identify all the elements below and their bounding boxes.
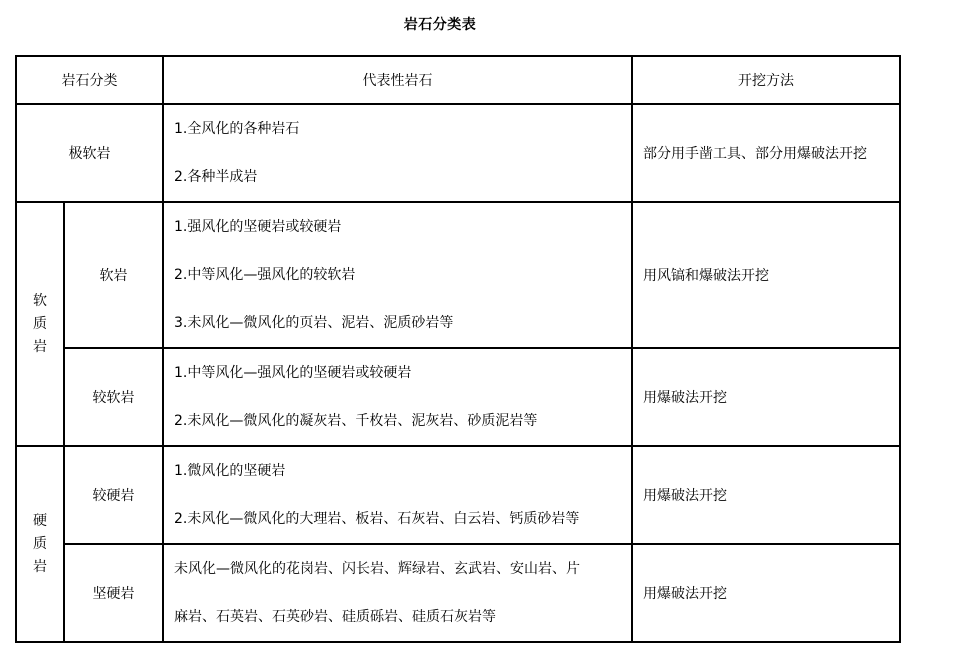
category-hard: 坚硬岩: [64, 544, 163, 642]
table-title: 岩石分类表: [403, 17, 477, 33]
category-rather-hard: 较硬岩: [64, 446, 163, 544]
method-rather-soft: 用爆破法开挖: [632, 348, 900, 446]
item-rather-soft-2: 2.未风化—微风化的凝灰岩、千枚岩、泥灰岩、砂质泥岩等: [174, 413, 538, 429]
method-rather-hard: 用爆破法开挖: [632, 446, 900, 544]
group-hard-char-2: 质: [33, 535, 47, 552]
header-category: 岩石分类: [16, 56, 163, 104]
items-extra-soft: [163, 104, 632, 202]
group-hard-char-3: 岩: [33, 558, 47, 575]
item-soft-3: 3.未风化—微风化的页岩、泥岩、泥质砂岩等: [174, 315, 454, 331]
item-extra-soft-1: 1.全风化的各种岩石: [174, 121, 300, 137]
items-rather-soft: [163, 348, 632, 446]
group-hard-char-1: 硬: [33, 512, 47, 529]
item-hard-line-2: 麻岩、石英岩、石英砂岩、硅质砾岩、硅质石灰岩等: [174, 609, 496, 625]
method-extra-soft: 部分用手凿工具、部分用爆破法开挖: [632, 104, 900, 202]
row-soft: [16, 202, 900, 348]
header-row: [16, 56, 900, 104]
row-rather-soft: [16, 348, 900, 446]
items-hard: [163, 544, 632, 642]
items-soft: [163, 202, 632, 348]
category-extra-soft: 极软岩: [16, 104, 163, 202]
category-rather-soft: 较软岩: [64, 348, 163, 446]
header-representative: 代表性岩石: [163, 56, 632, 104]
header-method: 开挖方法: [632, 56, 900, 104]
method-hard: 用爆破法开挖: [632, 544, 900, 642]
items-rather-hard: [163, 446, 632, 544]
group-label-hard: [16, 446, 64, 642]
group-soft-char-2: 质: [33, 315, 47, 332]
group-soft-char-1: 软: [33, 292, 47, 309]
method-soft: 用风镐和爆破法开挖: [632, 202, 900, 348]
item-soft-1: 1.强风化的坚硬岩或较硬岩: [174, 219, 342, 235]
item-hard-line-1: 未风化—微风化的花岗岩、闪长岩、辉绿岩、玄武岩、安山岩、片: [174, 561, 580, 577]
category-soft: 软岩: [64, 202, 163, 348]
item-extra-soft-2: 2.各种半成岩: [174, 169, 258, 185]
rock-classification-table: [15, 55, 901, 643]
item-soft-2: 2.中等风化—强风化的较软岩: [174, 267, 356, 283]
item-rather-hard-2: 2.未风化—微风化的大理岩、板岩、石灰岩、白云岩、钙质砂岩等: [174, 511, 580, 527]
row-hard: [16, 544, 900, 642]
row-rather-hard: [16, 446, 900, 544]
item-rather-hard-1: 1.微风化的坚硬岩: [174, 463, 286, 479]
group-soft-char-3: 岩: [33, 338, 47, 355]
group-label-soft: [16, 202, 64, 446]
item-rather-soft-1: 1.中等风化—强风化的坚硬岩或较硬岩: [174, 365, 412, 381]
row-extra-soft: [16, 104, 900, 202]
